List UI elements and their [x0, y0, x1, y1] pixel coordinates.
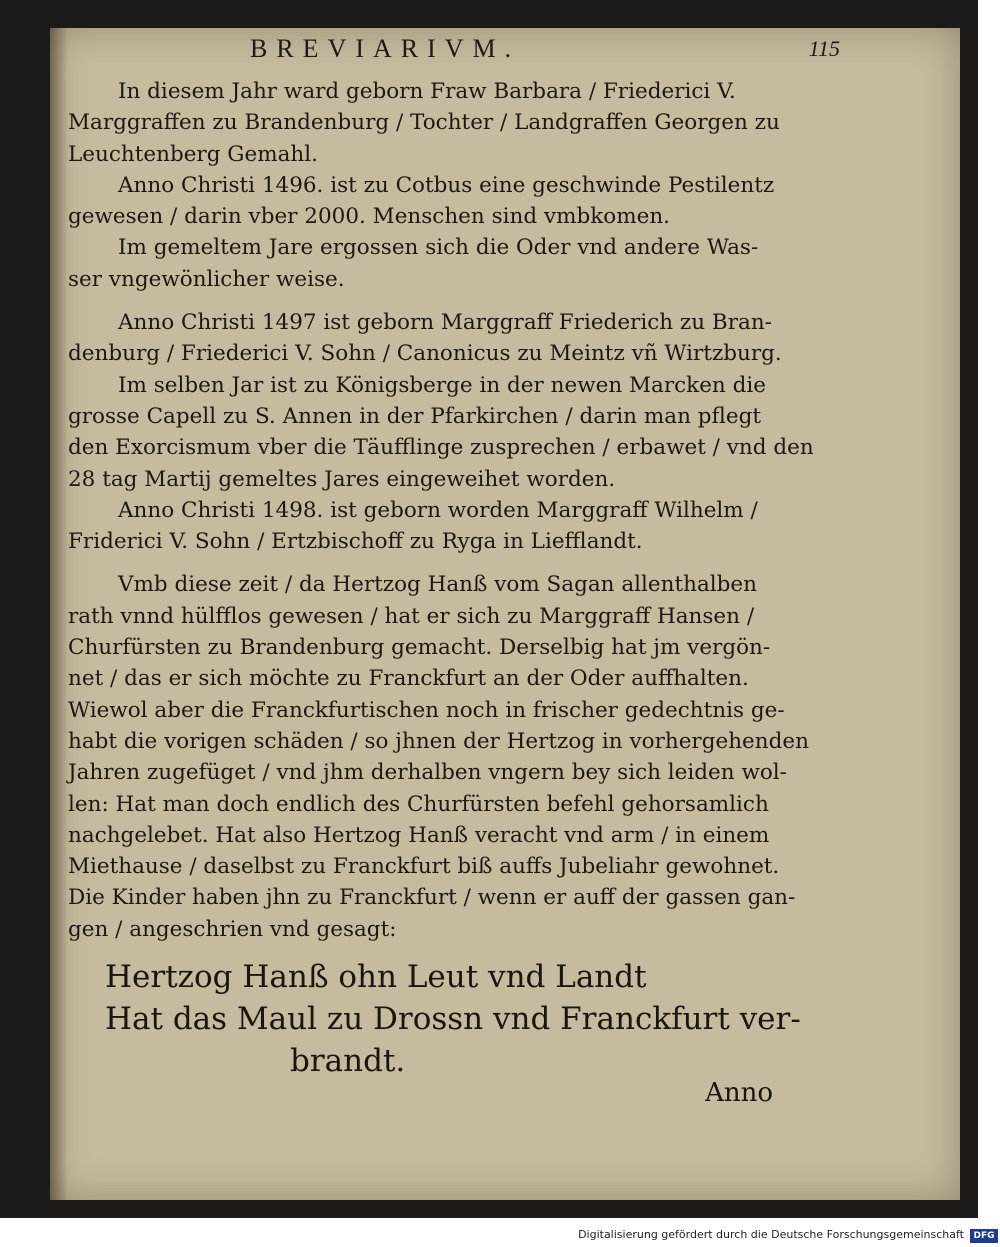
text-line: rath vnnd hülfflos gewesen / hat er sich zu Marggraff Hansen / — [68, 603, 755, 629]
running-head: BREVIARIVM. — [250, 34, 521, 63]
verse-line: brandt. — [290, 1043, 406, 1079]
text-line: 28 tag Martij gemeltes Jares eingeweihet worden. — [68, 466, 616, 492]
text-line: len: Hat man doch endlich des Churfürsten befehl gehorsamlich — [68, 791, 769, 817]
text-line: net / das er sich möchte zu Franckfurt an der Oder auffhalten. — [68, 666, 749, 692]
text-line: den Exorcismum vber die Täufflinge zusprechen / erbawet / vnd den — [68, 435, 814, 461]
text-line: Im gemeltem Jare ergossen sich die Oder vnd andere Was- — [118, 235, 759, 261]
verse-line: Hertzog Hanß ohn Leut vnd Landt — [105, 959, 647, 995]
text-line: Anno Christi 1497 ist geborn Marggraff Friederich zu Bran- — [118, 310, 772, 336]
text-line: Leuchtenberg Gemahl. — [68, 141, 318, 167]
text-line: gewesen / darin vber 2000. Menschen sind vmbkomen. — [68, 204, 670, 230]
text-line: Wiewol aber die Franckfurtischen noch in frischer gedechtnis ge- — [68, 697, 785, 723]
text-line: Vmb diese zeit / da Hertzog Hanß vom Sagan allenthalben — [118, 572, 758, 598]
page-number: 115 — [808, 36, 840, 61]
paragraph-gap — [68, 557, 788, 569]
catchword: Anno — [705, 1078, 773, 1108]
body-text — [68, 76, 814, 945]
dfg-logo: DFG — [970, 1229, 998, 1243]
text-line: Miethause / daselbst zu Franckfurt biß auffs Jubeliahr gewohnet. — [68, 854, 780, 880]
text-line: gen / angeschrien vnd gesagt: — [68, 916, 397, 942]
text-line: Friderici V. Sohn / Ertzbischoff zu Ryga in Liefflandt. — [68, 529, 643, 555]
text-line: habt die vorigen schäden / so jhnen der Hertzog in vorhergehenden — [68, 728, 809, 754]
text-line: denburg / Friederici V. Sohn / Canonicus zu Meintz vñ Wirtzburg. — [68, 341, 782, 367]
verse-block — [105, 956, 801, 1082]
text-line: grosse Capell zu S. Annen in der Pfarkirchen / darin man pflegt — [68, 403, 761, 429]
text-line: Churfürsten zu Brandenburg gemacht. Derselbig hat jm vergön- — [68, 635, 771, 661]
text-line: Die Kinder haben jhn zu Franckfurt / wenn er auff der gassen gan- — [68, 885, 796, 911]
book-page — [50, 28, 960, 1200]
text-line: nachgelebet. Hat also Hertzog Hanß veracht vnd arm / in einem — [68, 822, 770, 848]
text-line: Marggraffen zu Brandenburg / Tochter / Landgraffen Georgen zu — [68, 110, 780, 136]
text-line: Jahren zugefüget / vnd jhm derhalben vngern bey sich leiden wol- — [68, 760, 787, 786]
text-line: In diesem Jahr ward geborn Fraw Barbara / Friederici V. — [118, 79, 736, 104]
text-line: Im selben Jar ist zu Königsberge in der newen Marcken die — [118, 372, 766, 398]
verse-line: Hat das Maul zu Drossn vnd Franckfurt ver- — [105, 1001, 801, 1037]
paragraph-gap — [68, 295, 788, 307]
digitization-credit: Digitalisierung gefördert durch die Deutsche Forschungsgemeinschaft — [578, 1228, 964, 1241]
text-line: Anno Christi 1498. ist geborn worden Marggraff Wilhelm / — [118, 497, 758, 523]
text-line: ser vngewönlicher weise. — [68, 266, 345, 292]
page-gutter-shadow — [50, 28, 68, 1200]
text-line: Anno Christi 1496. ist zu Cotbus eine geschwinde Pestilentz — [118, 172, 775, 198]
